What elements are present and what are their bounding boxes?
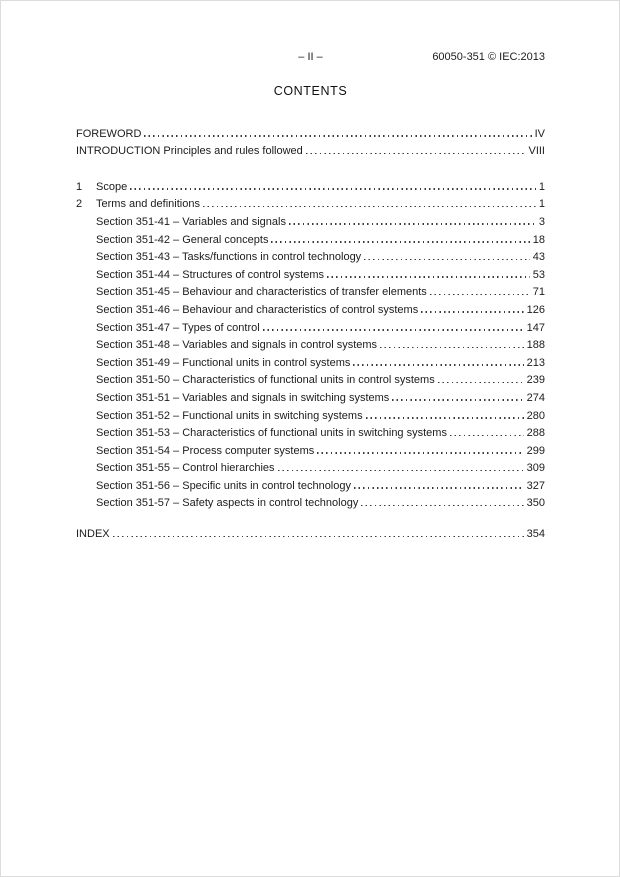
toc-entry-page: 1 — [538, 198, 545, 211]
toc-entry-label: Section 351-50 – Characteristics of functional units in control systems — [96, 374, 435, 387]
toc-entry-page: 213 — [526, 356, 545, 369]
dot-leader — [364, 259, 530, 261]
dot-leader — [327, 276, 530, 278]
dot-leader — [130, 188, 536, 190]
document-reference: 60050-351 © IEC:2013 — [432, 51, 545, 63]
dot-leader — [144, 135, 531, 137]
toc-entry-section-351-57 — [76, 492, 545, 510]
toc-entry-page: 147 — [526, 321, 545, 334]
toc-entry-page: IV — [534, 127, 545, 140]
toc-entry-section-351-46 — [76, 298, 545, 316]
toc-entry-index — [76, 522, 545, 540]
toc-entry-page: 126 — [526, 303, 545, 316]
toc-entry-label: INTRODUCTION Principles and rules followed — [76, 145, 303, 158]
toc-entry-page: 43 — [532, 251, 545, 264]
contents-title: CONTENTS — [273, 84, 348, 98]
dot-leader — [430, 294, 530, 296]
toc-entry-page: 53 — [532, 268, 545, 281]
toc-entry-section-351-48 — [76, 334, 545, 352]
toc-entry-page: 350 — [526, 497, 545, 510]
toc-entry-terms-definitions — [76, 193, 545, 211]
toc-entry-label: Section 351-48 – Variables and signals in control systems — [96, 339, 378, 352]
dot-leader — [380, 347, 524, 349]
toc-entry-number: 1 — [76, 180, 83, 193]
dot-leader — [361, 505, 523, 507]
toc-entry-label: Section 351-46 – Behaviour and characteristics of control systems — [96, 303, 419, 316]
toc-entry-label: FOREWORD — [76, 127, 142, 140]
toc-entry-page: 1 — [538, 180, 545, 193]
dot-leader — [113, 536, 524, 538]
toc-entry-label: Section 351-47 – Types of control — [96, 321, 260, 334]
toc-entry-label: Section 351-41 – Variables and signals — [96, 215, 286, 228]
toc-entry-section-351-43 — [76, 246, 545, 264]
toc-entry-page: 280 — [526, 409, 545, 422]
toc-entry-page: 299 — [526, 444, 545, 457]
toc-entry-section-351-53 — [76, 422, 545, 440]
toc-entry-section-351-55 — [76, 457, 545, 475]
toc-entry-page: 188 — [526, 339, 545, 352]
toc-entry-page: 18 — [532, 233, 545, 246]
toc-entry-page: 288 — [526, 427, 545, 440]
toc-entry-label: Section 351-49 – Functional units in control systems — [96, 356, 351, 369]
page-number-header: – II – — [298, 51, 323, 63]
toc-entry-section-351-41 — [76, 210, 545, 228]
toc-entry-label: Section 351-56 – Specific units in control technology — [96, 479, 351, 492]
toc-entry-page: 274 — [526, 391, 545, 404]
toc-entry-label: Section 351-42 – General concepts — [96, 233, 269, 246]
toc-entry-page: 309 — [526, 462, 545, 475]
dot-leader — [203, 206, 536, 208]
toc-entry-section-351-44 — [76, 263, 545, 281]
toc-entry-section-351-52 — [76, 404, 545, 422]
toc-entry-label: Section 351-51 – Variables and signals in switching systems — [96, 391, 390, 404]
dot-leader — [354, 487, 524, 489]
dot-leader — [263, 329, 524, 331]
toc-entry-section-351-50 — [76, 369, 545, 387]
toc-entry-page: VIII — [528, 145, 545, 158]
toc-entry-section-351-42 — [76, 228, 545, 246]
table-of-contents — [76, 122, 545, 540]
toc-entry-label: Section 351-52 – Functional units in switching systems — [96, 409, 363, 422]
toc-entry-label: INDEX — [76, 528, 110, 541]
toc-entry-section-351-45 — [76, 281, 545, 299]
toc-entry-section-351-56 — [76, 474, 545, 492]
toc-entry-label: Section 351-45 – Behaviour and characteristics of transfer elements — [96, 286, 427, 299]
dot-leader — [317, 452, 523, 454]
page-header — [76, 51, 545, 64]
toc-entry-label: Section 351-53 – Characteristics of functional units in switching systems — [96, 427, 447, 440]
toc-entry-page: 71 — [532, 286, 545, 299]
toc-entry-label: Terms and definitions — [96, 198, 200, 211]
dot-leader — [278, 470, 524, 472]
toc-entry-section-351-51 — [76, 386, 545, 404]
toc-entry-label: Section 351-54 – Process computer systems — [96, 444, 315, 457]
toc-entry-section-351-54 — [76, 439, 545, 457]
toc-entry-page: 354 — [526, 528, 545, 541]
toc-entry-label: Scope — [96, 180, 128, 193]
toc-entry-foreword — [76, 122, 545, 140]
dot-leader — [306, 153, 526, 155]
dot-leader — [392, 399, 523, 401]
dot-leader — [438, 382, 524, 384]
dot-leader — [450, 435, 524, 437]
toc-entry-section-351-47 — [76, 316, 545, 334]
toc-entry-label: Section 351-44 – Structures of control systems — [96, 268, 325, 281]
dot-leader — [366, 417, 524, 419]
toc-entry-page: 239 — [526, 374, 545, 387]
toc-entry-label: Section 351-43 – Tasks/functions in control technology — [96, 251, 362, 264]
dot-leader — [289, 223, 536, 225]
toc-entry-label: Section 351-57 – Safety aspects in control technology — [96, 497, 359, 510]
toc-entry-number: 2 — [76, 198, 83, 211]
dot-leader — [271, 241, 529, 243]
dot-leader — [353, 364, 523, 366]
toc-entry-page: 327 — [526, 479, 545, 492]
toc-entry-page: 3 — [538, 215, 545, 228]
toc-entry-scope — [76, 175, 545, 193]
toc-entry-label: Section 351-55 – Control hierarchies — [96, 462, 275, 475]
dot-leader — [421, 311, 523, 313]
toc-entry-introduction — [76, 140, 545, 158]
toc-entry-section-351-49 — [76, 351, 545, 369]
